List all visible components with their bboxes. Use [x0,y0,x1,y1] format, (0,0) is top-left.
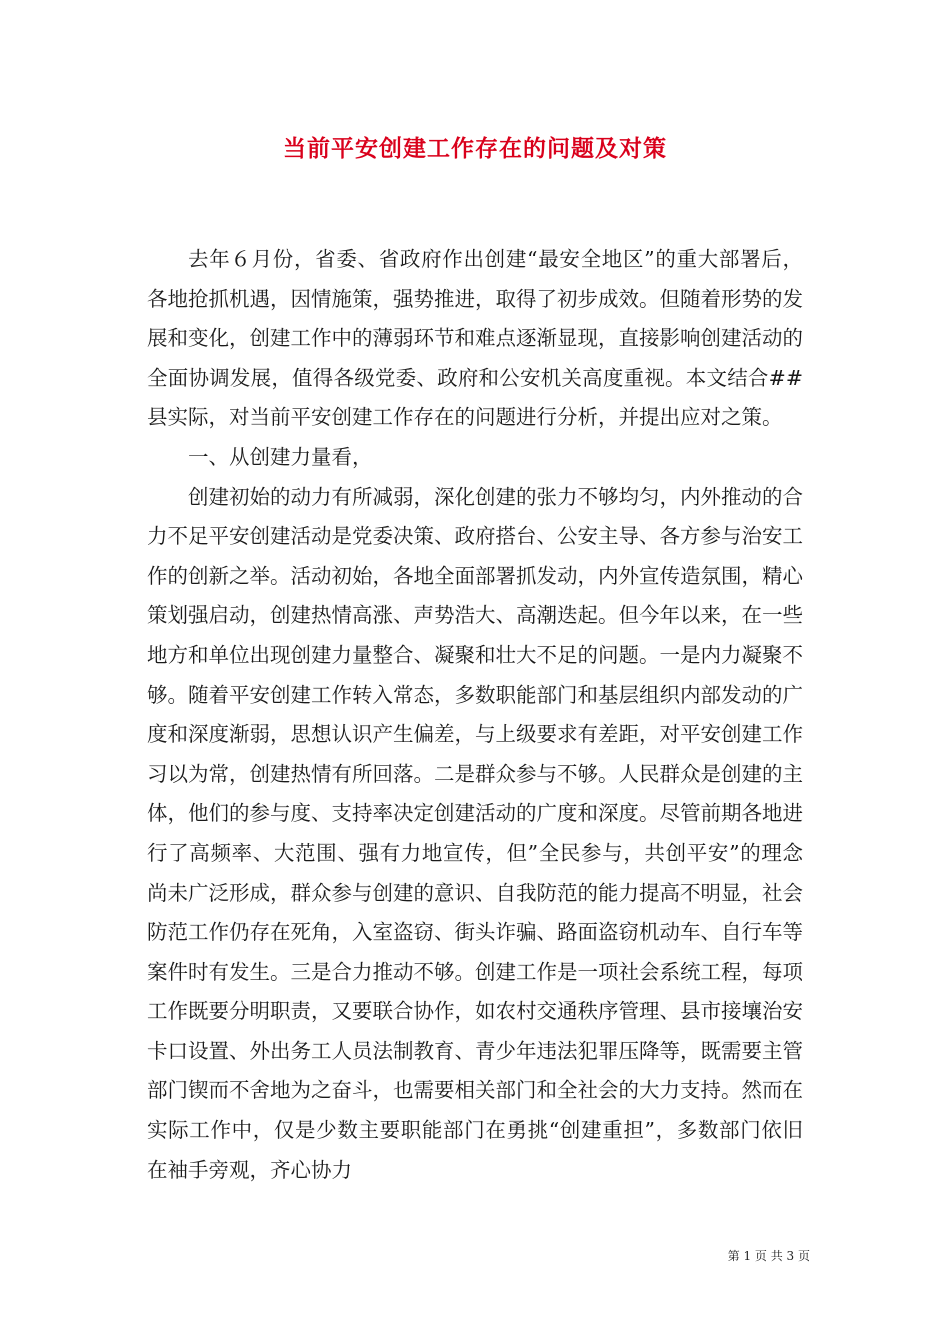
section-heading-1: 一、从创建力量看， [188,444,373,469]
document-body [147,240,803,1190]
paragraph-intro: 去年６月份，省委、省政府作出创建“最安全地区”的重大部署后，各地抢抓机遇，因情施策，强势推进，取得了初步成效。但随着形势的发展和变化，创建工作中的薄弱环节和难点逐渐显现，直接影响创建活动的全面协调发展，值得各级党委、政府和公安机关高度重视。本文结合##县实际，对当前平安创建工作存在的问题进行分析，并提出应对之策。 [147,247,803,430]
document-title: 当前平安创建工作存在的问题及对策 [283,135,667,162]
paragraph-section-1: 创建初始的动力有所减弱，深化创建的张力不够均匀，内外推动的合力不足平安创建活动是党委决策、政府搭台、公安主导、各方参与治安工作的创新之举。活动初始，各地全面部署抓发动，内外宣传造氛围，精心策划强启动，创建热情高涨、声势浩大、高潮迭起。但今年以来，在一些地方和单位出现创建力量整合、凝聚和壮大不足的问题。一是内力凝聚不够。随着平安创建工作转入常态，多数职能部门和基层组织内部发动的广度和深度渐弱，思想认识产生偏差，与上级要求有差距，对平安创建工作习以为常，创建热情有所回落。二是群众参与不够。人民群众是创建的主体，他们的参与度、支持率决定创建活动的广度和深度。尽管前期各地进行了高频率、大范围、强有力地宣传，但”全民参与，共创平安”的理念尚未广泛形成，群众参与创建的意识、自我防范的能力提高不明显，社会防范工作仍存在死角，入室盗窃、街头诈骗、路面盗窃机动车、自行车等案件时有发生。三是合力推动不够。创建工作是一项社会系统工程，每项工作既要分明职责，又要联合协作，如农村交通秩序管理、县市接壤治安卡口设置、外出务工人员法制教育、青少年违法犯罪压降等，既需要主管部门锲而不舍地为之奋斗，也需要相关部门和全社会的大力支持。然而在实际工作中，仅是少数主要职能部门在勇挑“创建重担”，多数部门依旧在袖手旁观，齐心协力 [147,484,803,1182]
page-number: 第 1 页 共 3 页 [727,1249,810,1263]
